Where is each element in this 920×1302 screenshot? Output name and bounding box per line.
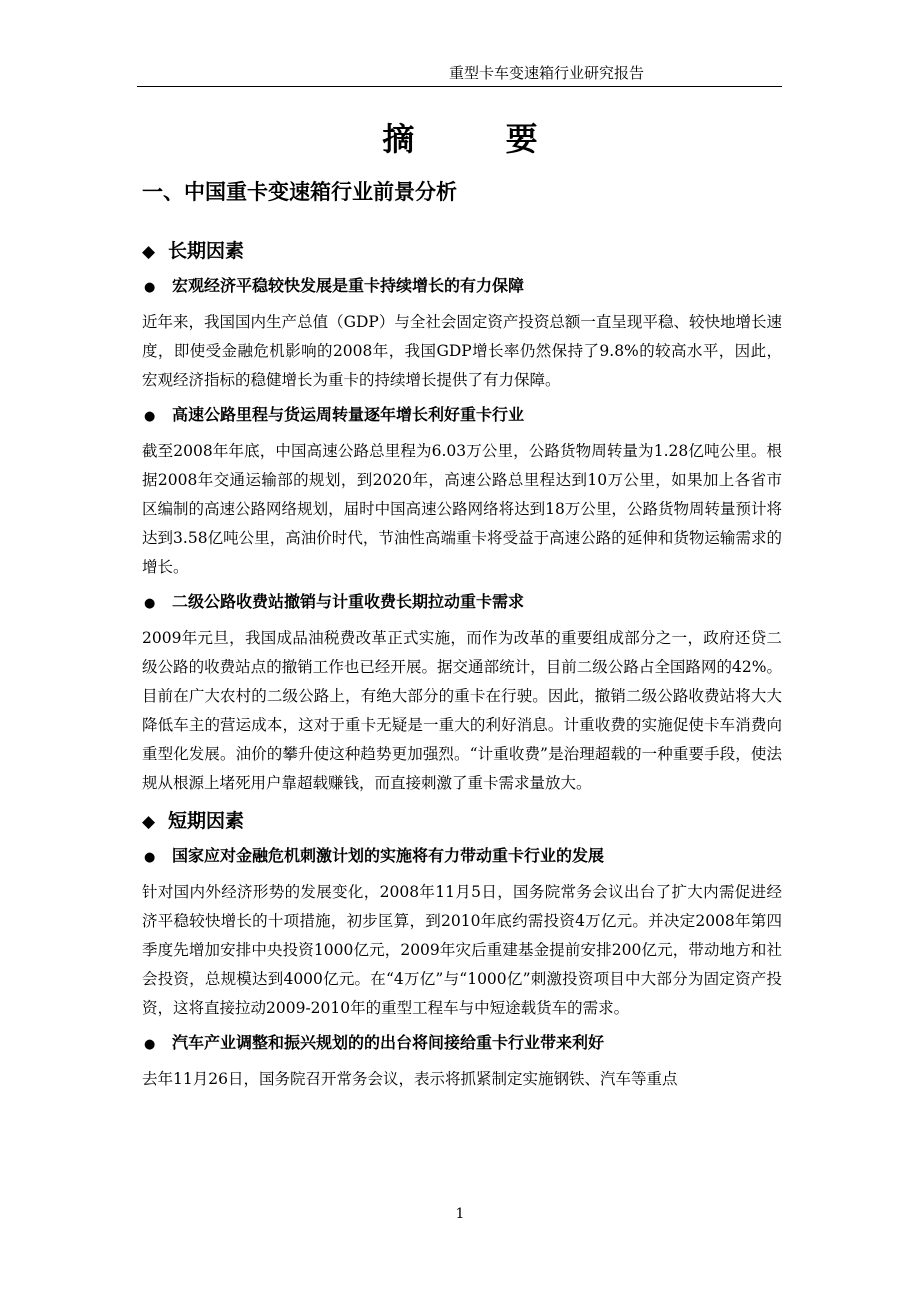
bullet-heading-text: 国家应对金融危机刺激计划的实施将有力带动重卡行业的发展 (172, 846, 605, 865)
dot-bullet-icon: ● (144, 409, 156, 424)
dot-bullet-icon: ● (144, 1037, 156, 1052)
bullet-heading-text: 汽车产业调整和振兴规划的的出台将间接给重卡行业带来利好 (172, 1033, 605, 1052)
paragraph: 截至2008年年底，中国高速公路总里程为6.03万公里，公路货物周转量为1.28亿吨公里。根据2008年交通运输部的规划，到2020年，高速公路总里程达到10万公里，如果加上各省市区编制的高速公路网络规划，届时中国高速公路网络将达到18万公里，公路货物周转量预计将达到3.58亿吨公里，高油价时代，节油性高端重卡将受益于高速公路的延伸和货物运输需求的增长。 (142, 442, 782, 576)
short-term-heading (142, 804, 782, 838)
long-term-heading-text: 长期因素 (168, 240, 245, 262)
page-number: 1 (455, 1206, 465, 1222)
diamond-bullet-icon: ◆ (142, 812, 156, 832)
bullet-heading (142, 838, 782, 874)
diamond-bullet-icon: ◆ (142, 242, 156, 262)
long-term-heading (142, 234, 782, 268)
header-rule (137, 86, 782, 87)
bullet-heading-text: 高速公路里程与货运周转量逐年增长利好重卡行业 (172, 405, 525, 424)
paragraph: 近年来，我国国内生产总值（GDP）与全社会固定资产投资总额一直呈现平稳、较快地增长速度，即使受金融危机影响的2008年，我国GDP增长率仍然保持了9.8%的较高水平，因此，宏观经济指标的稳健增长为重卡的持续增长提供了有力保障。 (142, 313, 782, 389)
bullet-heading (142, 397, 782, 433)
paragraph: 去年11月26日，国务院召开常务会议，表示将抓紧制定实施钢铁、汽车等重点 (142, 1070, 678, 1088)
document-title: 摘 要 (382, 120, 578, 158)
dot-bullet-icon: ● (144, 596, 156, 611)
paragraph: 2009年元旦，我国成品油税费改革正式实施，而作为改革的重要组成部分之一，政府还贷二级公路的收费站点的撤销工作也已经开展。据交通部统计，目前二级公路占全国路网的42%。目前在广大农村的二级公路上，有绝大部分的重卡在行驶。因此，撤销二级公路收费站将大大降低车主的营运成本，这对于重卡无疑是一重大的利好消息。计重收费的实施促使卡车消费向重型化发展。油价的攀升使这种趋势更加强烈。“计重收费”是治理超载的一种重要手段，使法规从根源上堵死用户靠超载赚钱，而直接刺激了重卡需求量放大。 (142, 629, 782, 792)
bullet-heading-text: 二级公路收费站撤销与计重收费长期拉动重卡需求 (172, 592, 525, 611)
document-body (142, 172, 782, 1096)
dot-bullet-icon: ● (144, 280, 156, 295)
bullet-heading-text: 宏观经济平稳较快发展是重卡持续增长的有力保障 (172, 276, 525, 295)
bullet-heading (142, 584, 782, 620)
bullet-heading (142, 268, 782, 304)
dot-bullet-icon: ● (144, 850, 156, 865)
running-header: 重型卡车变速箱行业研究报告 (448, 64, 644, 82)
bullet-heading (142, 1025, 782, 1061)
section-title: 一、中国重卡变速箱行业前景分析 (142, 180, 457, 204)
paragraph: 针对国内外经济形势的发展变化，2008年11月5日，国务院常务会议出台了扩大内需促进经济平稳较快增长的十项措施，初步匡算，到2010年底约需投资4万亿元。并决定2008年第四季度先增加安排中央投资1000亿元，2009年灾后重建基金提前安排200亿元，带动地方和社会投资，总规模达到4000亿元。在“4万亿”与“1000亿”刺激投资项目中大部分为固定资产投资，这将直接拉动2009-2010年的重型工程车与中短途载货车的需求。 (142, 883, 782, 1017)
short-term-heading-text: 短期因素 (168, 810, 245, 832)
